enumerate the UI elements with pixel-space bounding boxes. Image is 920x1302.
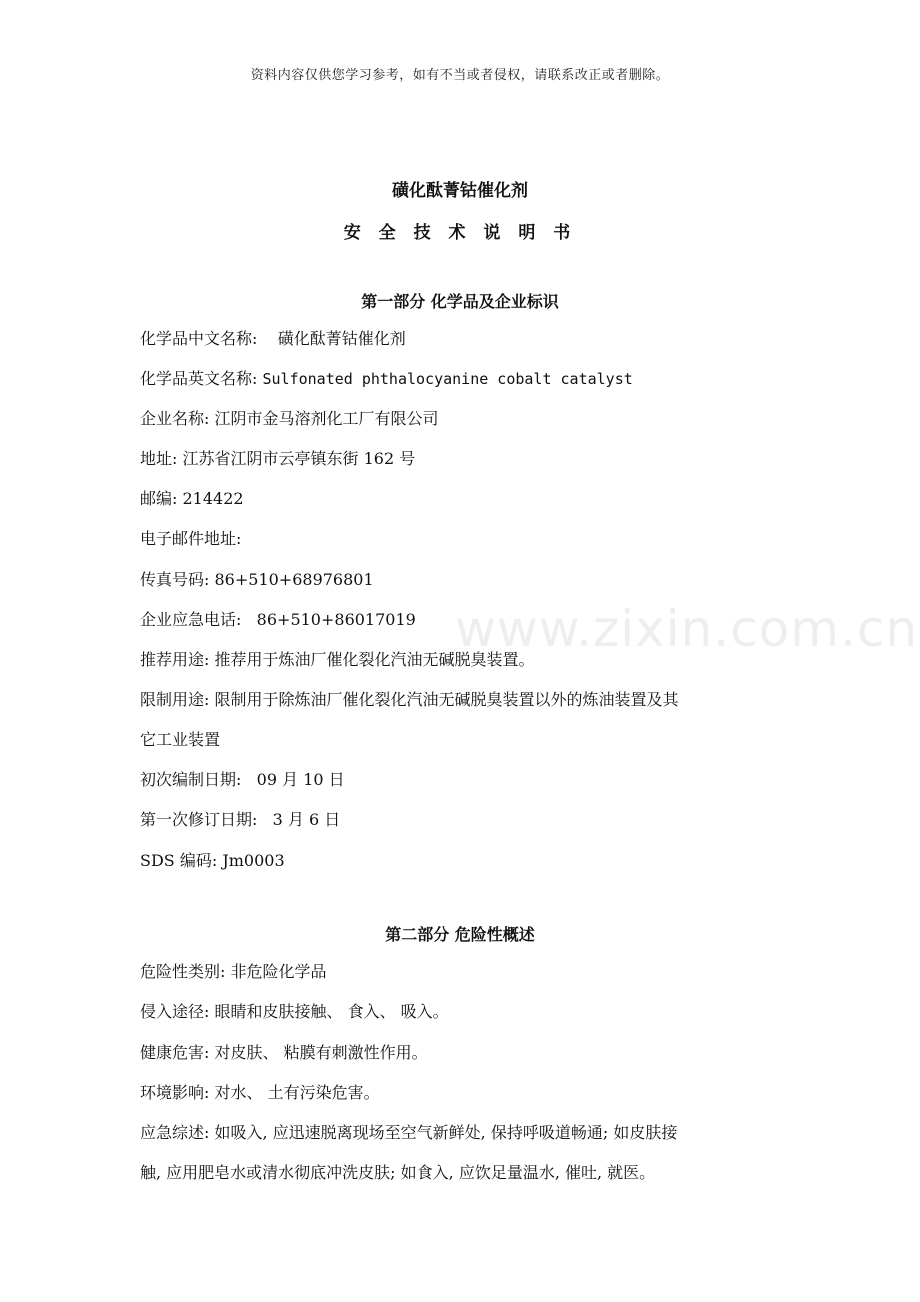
field-label: 环境影响:: [140, 1083, 210, 1102]
field-value: 3 月 6 日: [272, 810, 341, 829]
field-value: 限制用于除炼油厂催化裂化汽油无碱脱臭装置以外的炼油装置及其: [214, 690, 679, 709]
document-subtitle: 安 全 技 术 说 明 书: [343, 223, 577, 243]
section1-heading: 第一部分 化学品及企业标识: [361, 292, 559, 311]
header-disclaimer: 资料内容仅供您学习参考，如有不当或者侵权，请联系改正或者删除。: [250, 68, 670, 83]
field-label: 化学品英文名称:: [140, 369, 258, 388]
field-value: 214422: [182, 489, 244, 508]
field-label: 第一次修订日期:: [140, 810, 258, 829]
field-value: 对水、 土有污染危害。: [214, 1083, 380, 1102]
field-emergency-summary: [140, 1122, 800, 1144]
section2-heading: 第二部分 危险性概述: [385, 925, 535, 944]
field-value: 江阴市金马溶剂化工厂有限公司: [214, 409, 439, 428]
field-first-date: [140, 769, 800, 791]
field-label: 推荐用途:: [140, 650, 210, 669]
field-label: 危险性类别:: [140, 962, 226, 981]
document-title: 磺化酞菁钴催化剂: [392, 181, 528, 201]
field-restricted-use: [140, 689, 800, 711]
field-label: 邮编:: [140, 489, 178, 508]
field-en-name: [140, 368, 800, 390]
field-label: SDS 编码:: [140, 851, 218, 870]
field-emergency-phone: [140, 609, 800, 631]
field-label: 企业应急电话:: [140, 610, 242, 629]
field-value: 86+510+68976801: [214, 570, 374, 589]
field-label: 地址:: [140, 449, 178, 468]
field-value: Sulfonated phthalocyanine cobalt catalyst: [262, 370, 633, 388]
field-label: 限制用途:: [140, 690, 210, 709]
field-label: 传真号码:: [140, 570, 210, 589]
field-cn-name: [140, 328, 800, 350]
field-postcode: [140, 488, 800, 510]
field-value: 86+510+86017019: [256, 610, 416, 629]
field-label: 健康危害:: [140, 1043, 210, 1062]
field-fax: [140, 569, 800, 591]
field-sds-code: [140, 850, 800, 872]
field-value: 对皮肤、 粘膜有刺激性作用。: [214, 1043, 428, 1062]
field-exposure-route: [140, 1001, 800, 1023]
field-value: Jm0003: [222, 851, 285, 870]
field-revision-date: [140, 809, 800, 831]
field-company: [140, 408, 800, 430]
field-health-hazard: [140, 1042, 800, 1064]
field-label: 初次编制日期:: [140, 770, 242, 789]
field-value: 如吸入, 应迅速脱离现场至空气新鲜处, 保持呼吸道畅通; 如皮肤接: [214, 1123, 678, 1142]
field-label: 侵入途径:: [140, 1002, 210, 1021]
field-value: 磺化酞菁钴催化剂: [277, 329, 406, 348]
watermark-text: www.zixin.com.cn: [455, 600, 919, 658]
field-recommended-use: [140, 649, 800, 671]
field-label: 电子邮件地址:: [140, 529, 242, 548]
field-env-effect: [140, 1082, 800, 1104]
field-emergency-summary-continuation: 触, 应用肥皂水或清水彻底冲洗皮肤; 如食入, 应饮足量温水, 催吐, 就医。: [140, 1163, 656, 1182]
field-value: 江苏省江阴市云亭镇东街 162 号: [182, 449, 416, 468]
field-email: [140, 528, 800, 550]
field-value: 09 月 10 日: [256, 770, 345, 789]
field-restricted-use-continuation: 它工业装置: [140, 730, 221, 749]
field-label: 化学品中文名称:: [140, 329, 258, 348]
field-label: 应急综述:: [140, 1123, 210, 1142]
field-hazard-class: [140, 961, 800, 983]
field-label: 企业名称:: [140, 409, 210, 428]
field-value: 非危险化学品: [230, 962, 327, 981]
field-value: 眼睛和皮肤接触、 食入、 吸入。: [214, 1002, 449, 1021]
field-value: 推荐用于炼油厂催化裂化汽油无碱脱臭装置。: [214, 650, 535, 669]
field-address: [140, 448, 800, 470]
